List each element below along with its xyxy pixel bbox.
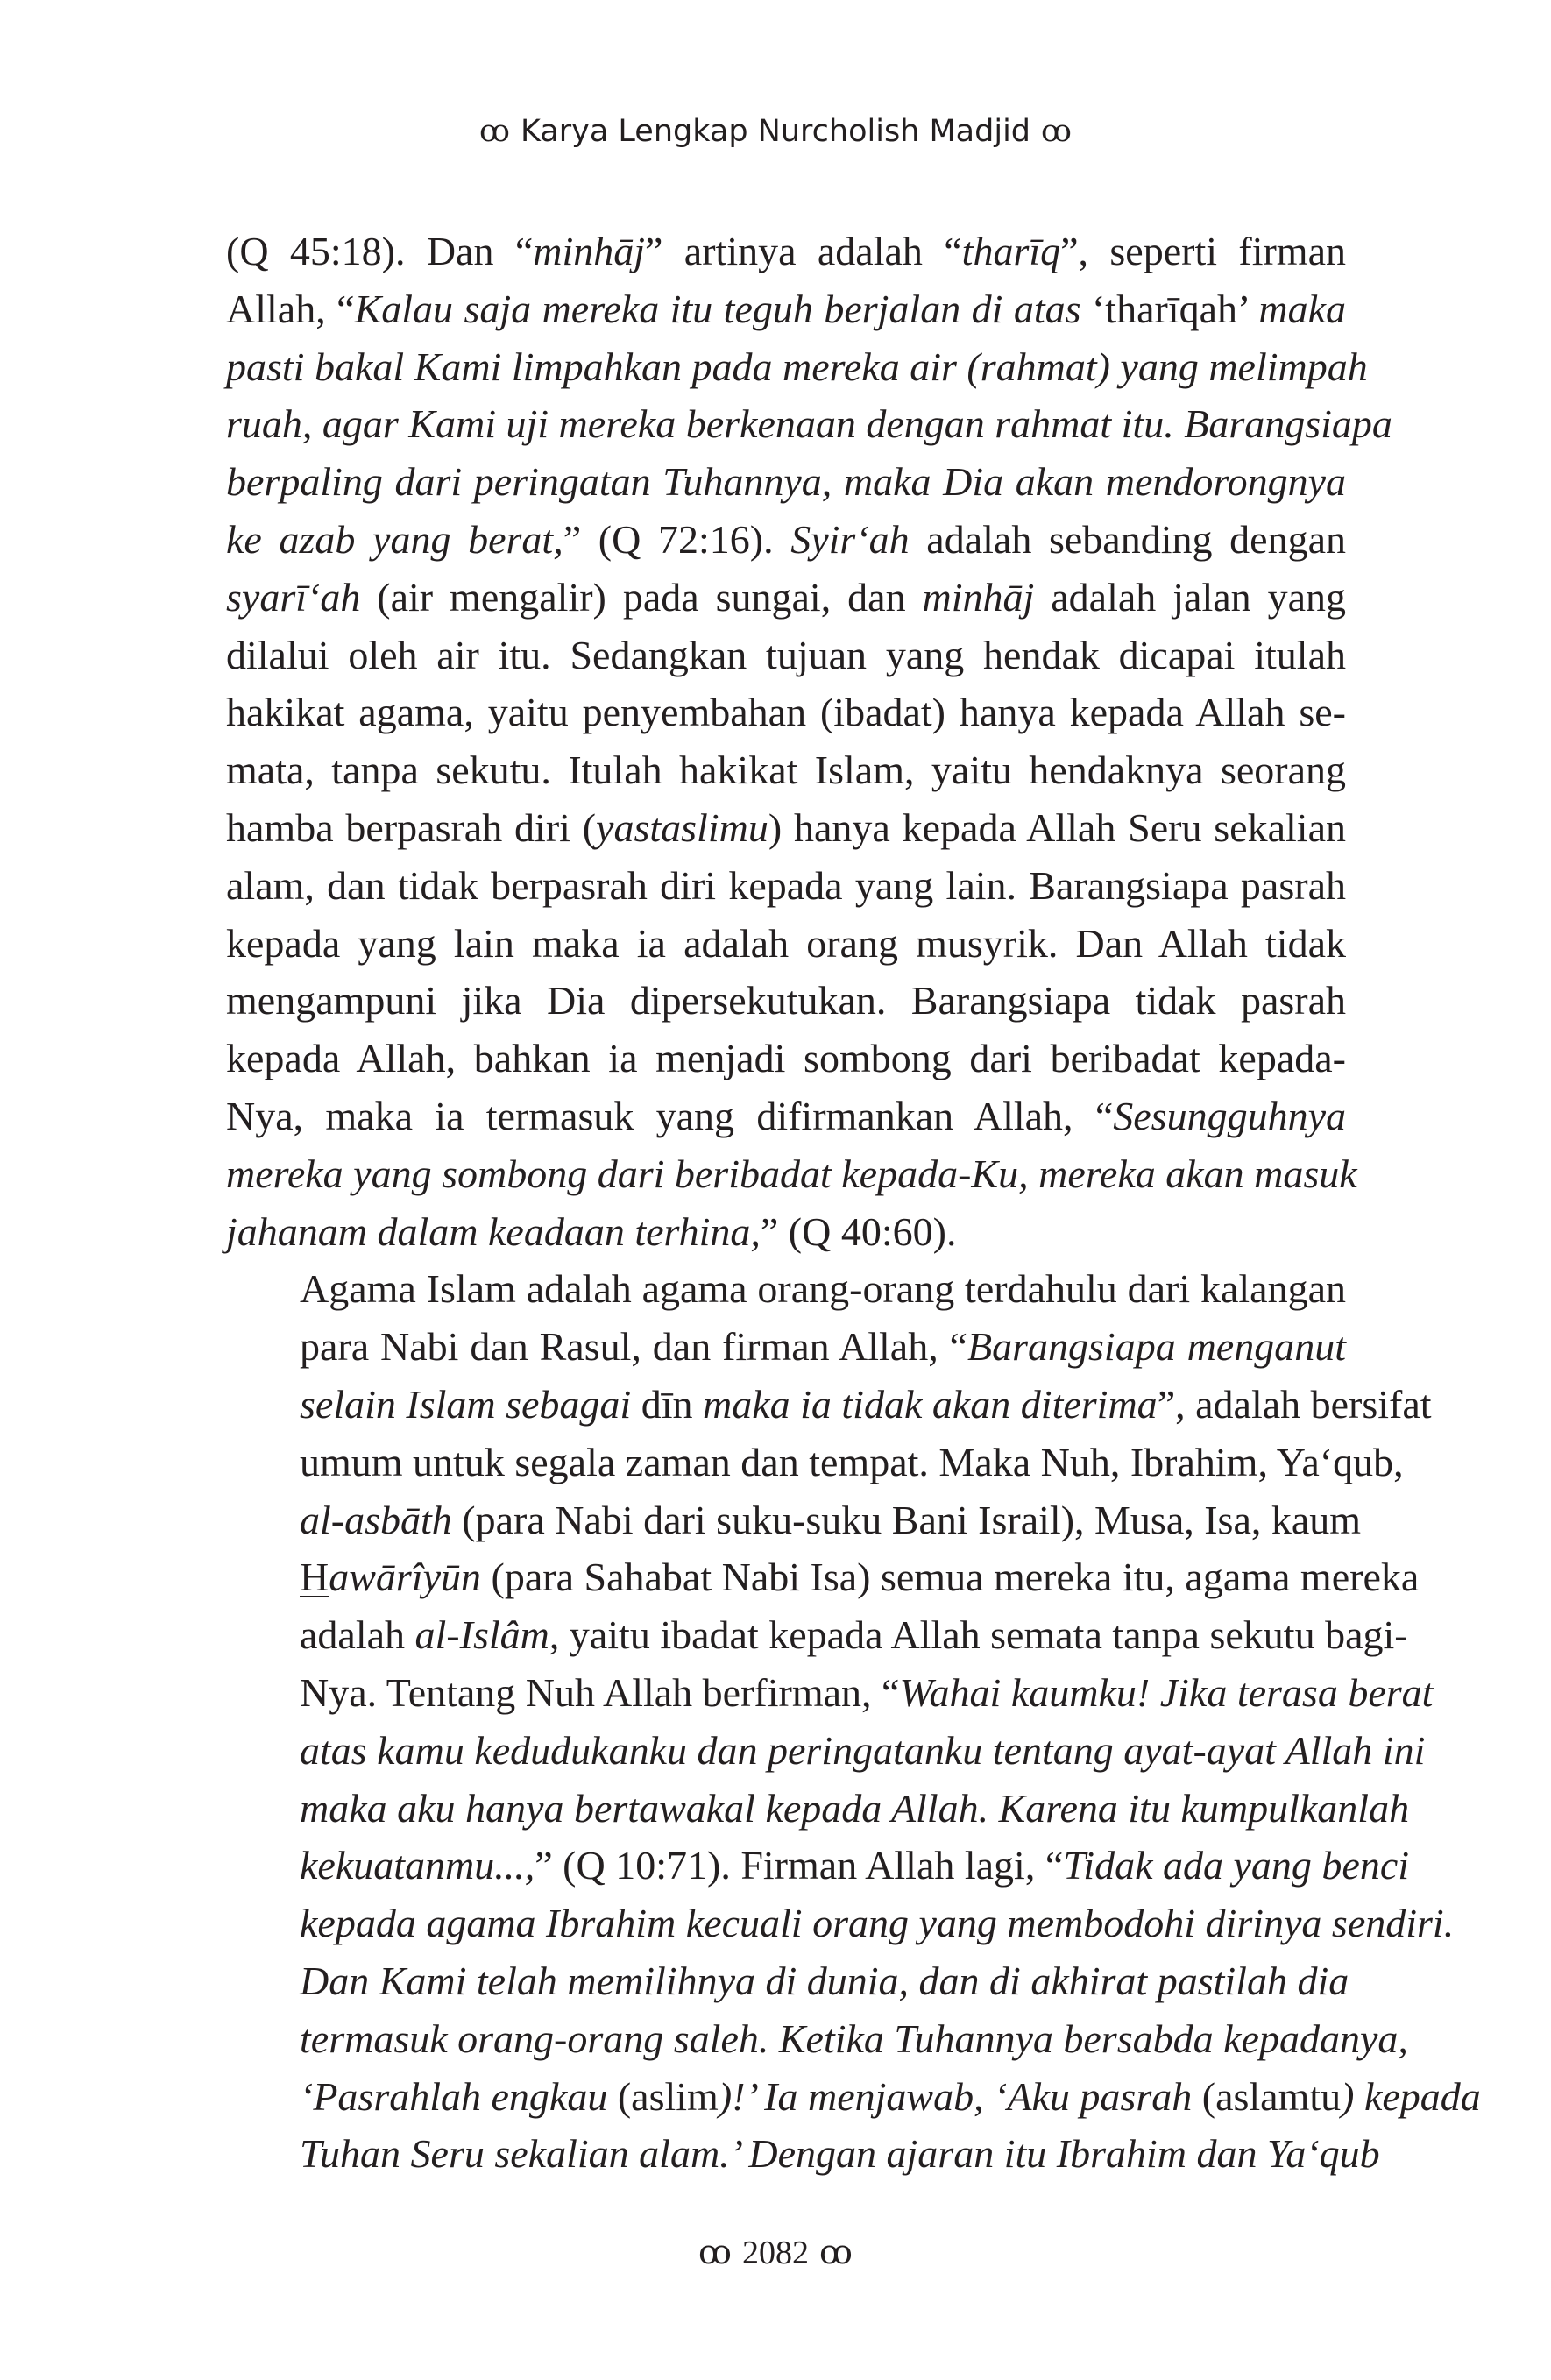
header-title: Karya Lengkap Nurcholish Madjid — [520, 114, 1031, 149]
text-line: umum untuk segala zaman dan tempat. Maka Nuh, Ibrahim, Ya‘qub, — [300, 1439, 1404, 1484]
text-line: hakikat agama, yaitu penyembahan (ibadat) hanya kepada Allah se- — [226, 690, 1346, 735]
text-line: al-asbāth (para Nabi dari suku-suku Bani Israil), Musa, Isa, kaum — [300, 1497, 1362, 1542]
italic-text: ) kepada — [1341, 2073, 1481, 2119]
footer-left-ornament: ꝏ — [698, 2233, 732, 2271]
paragraph-2 — [226, 1260, 1481, 2183]
italic-text: kekuatanmu..., — [300, 1843, 535, 1888]
header-left-ornament: ꝏ — [478, 114, 510, 149]
text-line: Nya, maka ia termasuk yang difirmankan Allah, “Sesungguhnya — [226, 1093, 1346, 1138]
text-line — [226, 1145, 1357, 1203]
underlined-letter: H — [300, 1555, 329, 1600]
text-line — [226, 1722, 1426, 1780]
italic-text: termasuk orang-orang saleh. Ketika Tuhannya bersabda kepadanya, — [300, 2015, 1408, 2061]
italic-text: selain Islam sebagai — [300, 1381, 641, 1427]
footer-right-ornament: ꝏ — [819, 2233, 853, 2271]
italic-text: maka aku hanya bertawakal kepada Allah. Karena itu kumpulkanlah — [300, 1785, 1410, 1831]
text-line: (Q 45:18). Dan “minhāj” artinya adalah “tharīq”, seperti firman — [226, 229, 1346, 273]
italic-text: Kalau saja mereka itu teguh berjalan di atas — [354, 286, 1092, 331]
italic-text: al-Islâm — [414, 1612, 549, 1658]
italic-text: syarī‘ah — [226, 574, 361, 620]
text-line: adalah al-Islâm, yaitu ibadat kepada Allah semata tanpa sekutu bagi- — [300, 1612, 1408, 1658]
page-footer — [0, 2233, 1551, 2272]
paragraph-1 — [226, 223, 1392, 1260]
italic-text: awārîyūn — [329, 1555, 482, 1600]
text-line: ke azab yang berat,” (Q 72:16). Syir‘ah adalah sebanding dengan — [226, 516, 1346, 562]
italic-text: atas kamu kedudukanku dan peringatanku tentang ayat-ayat Allah ini — [300, 1727, 1426, 1773]
italic-text: kepada agama Ibrahim kecuali orang yang membodohi dirinya sendiri. — [300, 1901, 1455, 1946]
text-line: Nya. Tentang Nuh Allah berfirman, “Wahai kaumku! Jika terasa berat — [300, 1669, 1434, 1715]
italic-text: Syir‘ah — [790, 516, 910, 562]
page-number: 2082 — [742, 2235, 809, 2271]
text-line: mengampuni jika Dia dipersekutukan. Barangsiapa tidak pasrah — [226, 978, 1346, 1024]
text-line: para Nabi dan Rasul, dan firman Allah, “Barangsiapa menganut — [300, 1324, 1346, 1370]
text-line: selain Islam sebagai dīn maka ia tidak akan diterima”, adalah bersifat — [300, 1381, 1432, 1427]
italic-text: minhāj — [922, 574, 1035, 620]
text-line: ‘Pasrahlah engkau (aslim)!’ Ia menjawab, ‘Aku pasrah (aslamtu) kepada — [300, 2073, 1481, 2119]
text-line: mata, tanpa sekutu. Itulah hakikat Islam, yaitu hendaknya seorang — [226, 747, 1346, 793]
text-line: Hawārîyūn (para Sahabat Nabi Isa) semua mereka itu, agama mereka — [300, 1555, 1420, 1600]
text-line — [226, 2125, 1380, 2183]
italic-text: jahanam dalam keadaan terhina, — [226, 1208, 761, 1254]
text-line — [226, 453, 1346, 511]
text-line — [226, 2010, 1408, 2068]
text-line: Agama Islam adalah agama orang-orang terdahulu dari kalangan — [300, 1266, 1346, 1312]
text-line: kepada yang lain maka ia adalah orang musyrik. Dan Allah tidak — [226, 920, 1346, 966]
italic-text: al-asbāth — [300, 1497, 452, 1542]
italic-text: Wahai kaumku! Jika terasa berat — [899, 1669, 1434, 1715]
text-line — [226, 395, 1392, 453]
text-line: hamba berpasrah diri (yastaslimu) hanya kepada Allah Seru sekalian — [226, 804, 1346, 850]
italic-text: minhāj — [533, 229, 646, 273]
italic-text: Dan Kami telah memilihnya di dunia, dan di akhirat pastilah dia — [300, 1958, 1349, 2003]
text-line: kekuatanmu...,” (Q 10:71). Firman Allah lagi, “Tidak ada yang benci — [300, 1843, 1410, 1888]
italic-text: Tidak ada yang benci — [1063, 1843, 1410, 1888]
italic-text: ruah, agar Kami uji mereka berkenaan dengan rahmat itu. Barangsiapa — [226, 401, 1392, 447]
text-line — [226, 338, 1368, 396]
text-line — [226, 1952, 1349, 2010]
text-line — [226, 1895, 1455, 1952]
italic-text: Sesungguhnya — [1113, 1093, 1346, 1138]
italic-text: Tuhan Seru sekalian alam.’ Dengan ajaran itu Ibrahim dan Ya‘qub — [300, 2131, 1380, 2177]
italic-text: berpaling dari peringatan Tuhannya, maka Dia akan mendorongnya — [226, 459, 1346, 505]
text-line: syarī‘ah (air mengalir) pada sungai, dan minhāj adalah jalan yang — [226, 574, 1347, 620]
italic-text: pasti bakal Kami limpahkan pada mereka air (rahmat) yang melimpah — [226, 344, 1368, 389]
italic-text: maka — [1258, 286, 1346, 331]
italic-text: mereka yang sombong dari beribadat kepada-Ku, mereka akan masuk — [226, 1151, 1357, 1196]
italic-text: tharīq — [961, 229, 1061, 273]
italic-text: yastaslimu — [596, 804, 768, 850]
text-line: dilalui oleh air itu. Sedangkan tujuan yang hendak dicapai itulah — [226, 632, 1346, 677]
italic-text: Barangsiapa menganut — [967, 1324, 1346, 1370]
running-header — [0, 114, 1551, 149]
italic-text: )!’ Ia menjawab, ‘Aku pasrah — [718, 2073, 1202, 2119]
italic-text: maka ia tidak akan diterima — [702, 1381, 1158, 1427]
body-text — [226, 223, 1481, 2183]
text-line: jahanam dalam keadaan terhina,” (Q 40:60). — [226, 1208, 957, 1254]
header-right-ornament: ꝏ — [1041, 114, 1072, 149]
text-line: alam, dan tidak berpasrah diri kepada yang lain. Barangsiapa pasrah — [226, 862, 1346, 908]
italic-text: ‘Pasrahlah engkau — [300, 2073, 618, 2119]
text-line: Allah, “Kalau saja mereka itu teguh berjalan di atas ‘tharīqah’ maka — [226, 286, 1346, 331]
italic-text: ke azab yang berat, — [226, 516, 563, 562]
text-line: kepada Allah, bahkan ia menjadi sombong dari beribadat kepada- — [226, 1036, 1346, 1081]
text-line — [226, 1780, 1410, 1838]
